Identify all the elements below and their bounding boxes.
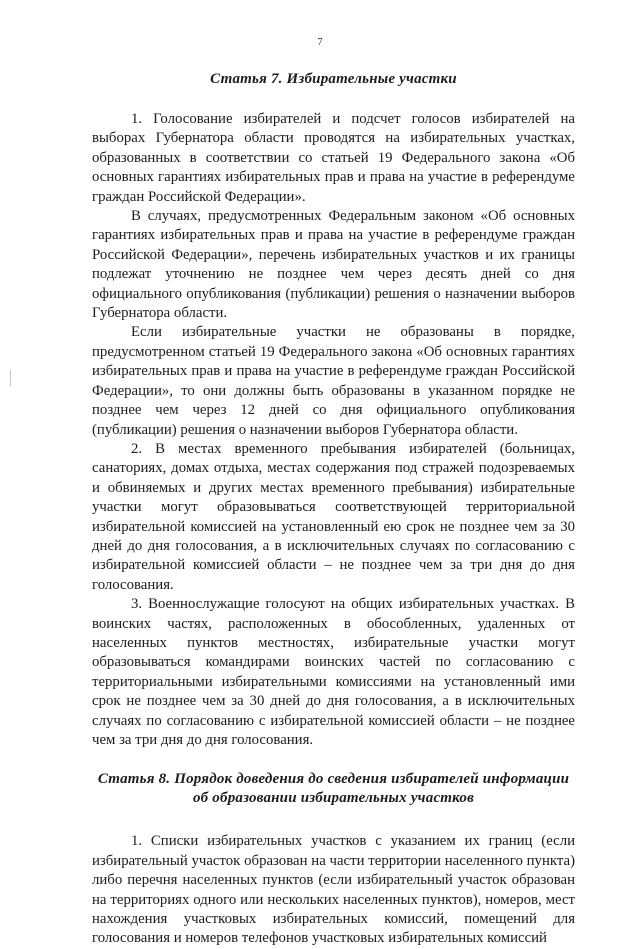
article-7-paragraph: Если избирательные участки не образованы в порядке, предусмотренном статьей 19 Федерального закона «Об основных гарантиях избирательных прав и права на участие в референдуме граждан Российской Федерации», то они должны быть образованы в указанном порядке не позднее чем через 12 дней со дня официального опубликования (публикации) решения о назначении выборов Губернатора области.: [92, 324, 575, 438]
page-content: [92, 70, 575, 949]
article-7-heading: Статья 7. Избирательные участки: [210, 71, 457, 87]
article-7-paragraph: 2. В местах временного пребывания избирателей (больницах, санаториях, домах отдыха, местах содержания под стражей подозреваемых и обвиняемых и других местах временного пребывания) избирательные участки могут образовываться соответствующей территориальной избирательной комиссией на установленный ею срок не позднее чем за 30 дней до дня голосования, а в исключительных случаях по согласованию с избирательной комиссией области – не позднее чем за три дня до дня голосования.: [92, 440, 575, 593]
article-7-paragraph: 3. Военнослужащие голосуют на общих избирательных участках. В воинских частях, расположенных в обособленных, удаленных от населенных пунктов местностях, избирательные участки могут образовываться командирами воинских частей по согласованию с территориальными избирательными комиссиями на установленный ими срок не позднее чем за 30 дней до дня голосования, а в исключительных случаях по согласованию с избирательной комиссией области – не позднее чем за три дня до дня голосования.: [92, 596, 575, 748]
article-8-heading-line-2: об образовании избирательных участков: [192, 790, 475, 807]
article-8-heading-line-1: Статья 8. Порядок доведения до сведения избирателей информации: [97, 771, 570, 788]
article-8-heading: [92, 770, 575, 808]
article-7-paragraph: 1. Голосование избирателей и подсчет голосов избирателей на выборах Губернатора области проводятся на избирательных участках, образованных в соответствии со статьей 19 Федерального закона «Об основных гарантиях избирательных прав и права на участие в референдуме граждан Российской Федерации».: [92, 111, 575, 205]
article-8-paragraph: 1. Списки избирательных участков с указанием их границ (если избирательный участок образован на части территории населенного пункта) либо перечня населенных пунктов (если избирательный участок образован на территориях одного или нескольких населенных пунктов), номеров, мест нахождения участковых избирательных комиссий, помещений для голосования и номеров телефонов участковых избирательных комиссий: [92, 833, 575, 947]
article-7-paragraph: В случаях, предусмотренных Федеральным законом «Об основных гарантиях избирательных прав и права на участие в референдуме граждан Российской Федерации», перечень избирательных участков и их границы подлежат уточнению не позднее чем через десять дней со дня официального опубликования (публикации) решения о назначении выборов Губернатора области.: [92, 208, 575, 322]
page-number: 7: [317, 36, 323, 48]
margin-mark: [10, 370, 11, 386]
